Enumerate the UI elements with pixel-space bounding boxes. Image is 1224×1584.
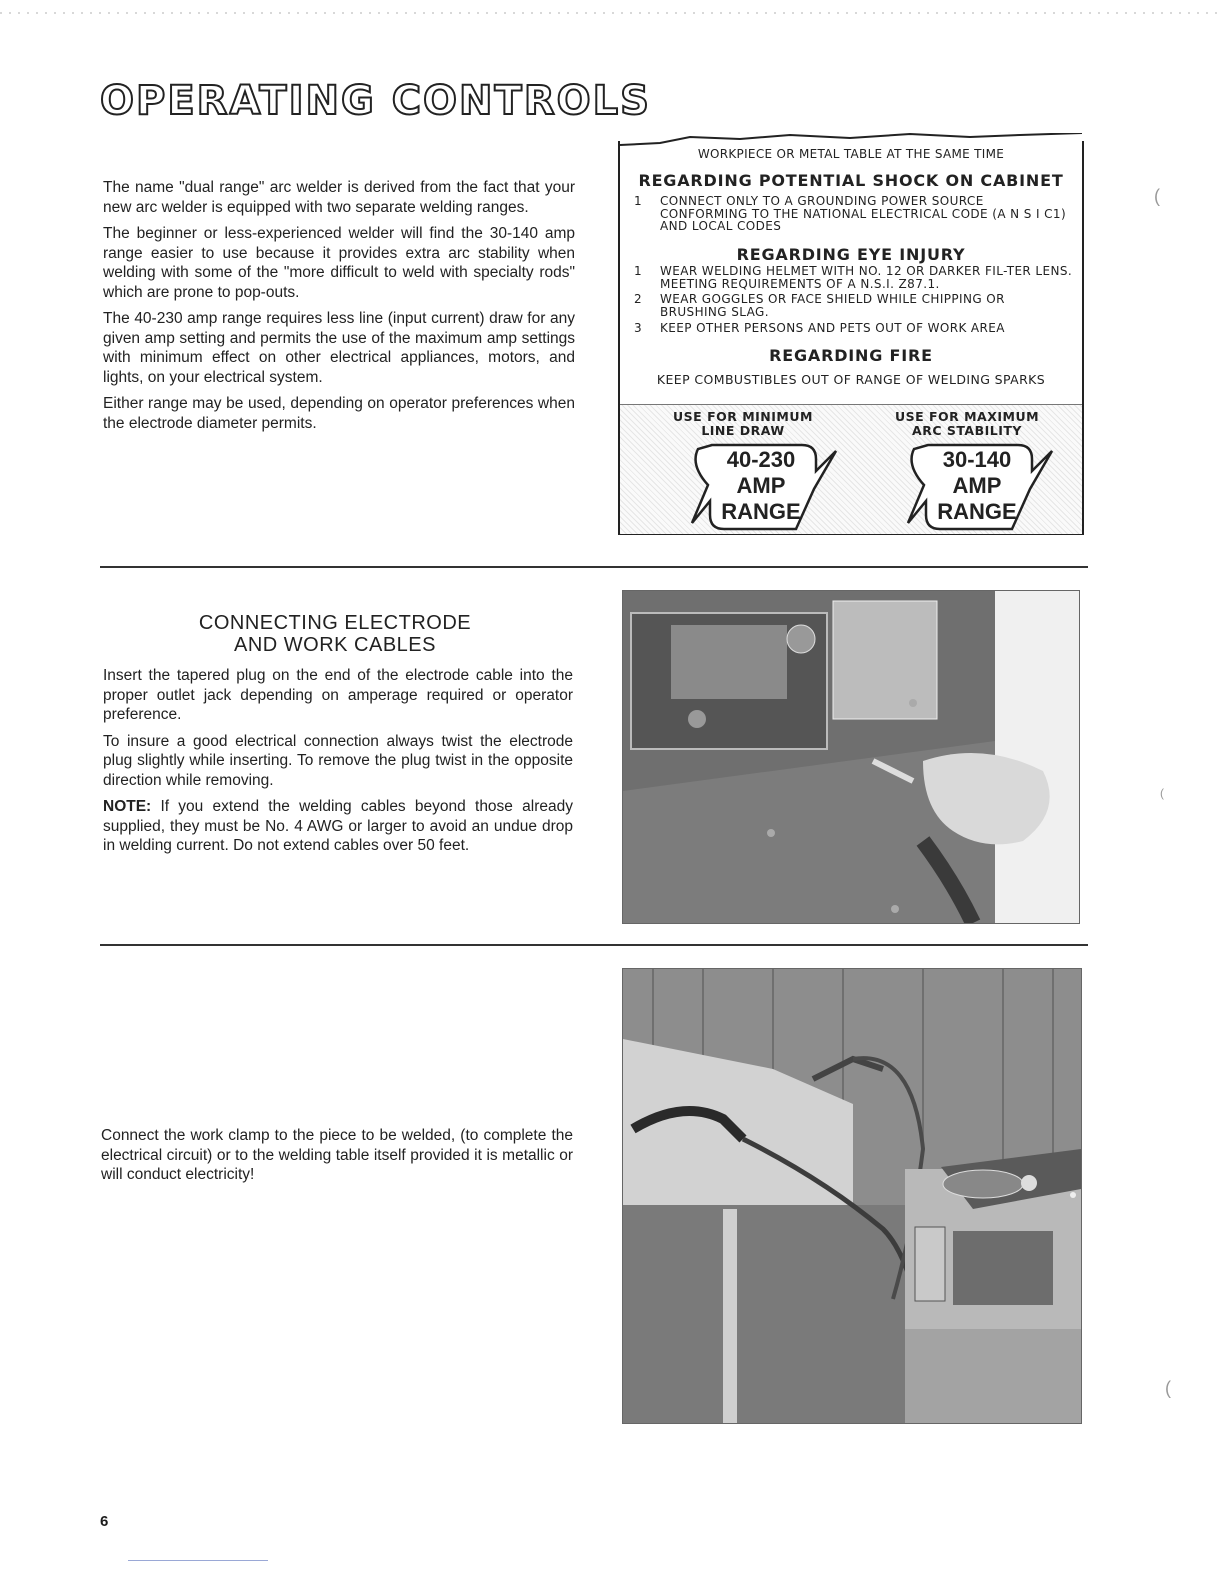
intro-text [103,178,575,440]
page-title: OPERATING CONTROLS [100,78,651,124]
fire-heading: REGARDING FIRE [769,346,933,365]
torn-label-edge [620,133,1082,147]
eye-item [634,322,1074,335]
item-number: 3 [634,321,643,335]
right-amp-range [918,447,1036,525]
heading-line: AND WORK CABLES [234,634,436,656]
page-number: 6 [100,1513,109,1530]
intro-paragraph: The name "dual range" arc welder is derived from the fact that your new arc welder is equipped with two separate welding ranges. [103,179,575,216]
item-text: WEAR WELDING HELMET WITH NO. 12 OR DARKER FIL-TER LENS. MEETING REQUIREMENTS OF A N.S.I. Z87.1. [660,264,1073,291]
eye-item [634,265,1074,290]
item-number: 1 [634,264,643,278]
note-label: NOTE: [103,798,152,815]
min-line-draw-label: USE FOR MINIMUM LINE DRAW [673,409,813,438]
warning-label-panel [618,141,1084,535]
item-number: 2 [634,292,643,306]
footer-line [128,1560,268,1561]
shock-item [634,195,1074,233]
eye-heading: REGARDING EYE INJURY [736,245,966,264]
section-divider [100,944,1088,946]
scan-margin-mark: ( [1154,186,1160,206]
range-word: RANGE [721,499,801,524]
note-text: If you extend the welding cables beyond those already supplied, they must be No. 4 AWG or larger to avoid an undue drop in welding current. Do not extend cables over 50 feet. [103,798,573,854]
connecting-text [103,666,573,863]
connecting-paragraph: To insure a good electrical connection always twist the electrode plug slightly while inserting. To remove the plug twist in the opposite direction while removing. [103,732,573,789]
clamp-text [101,1126,573,1192]
section-divider [100,566,1088,568]
shock-heading: REGARDING POTENTIAL SHOCK ON CABINET [638,171,1064,190]
range-value: 30-140 [942,447,1012,472]
left-amp-range [702,447,820,525]
item-text: WEAR GOGGLES OR FACE SHIELD WHILE CHIPPING OR BRUSHING SLAG. [660,292,1005,319]
clamp-paragraph: Connect the work clamp to the piece to be welded, (to complete the electrical circuit) or to the welding table itself provided it is metallic or will conduct electricity! [101,1127,573,1183]
intro-paragraph: The beginner or less-experienced welder will find the 30-140 amp range easier to use because it provides extra arc stability when welding with some of the "more difficult to weld with specialty rods" which are prone to pop-outs. [103,225,575,301]
amp-range-labels [620,404,1082,534]
plug-insertion-photo [622,590,1080,924]
max-arc-stability-label: USE FOR MAXIMUM ARC STABILITY [894,409,1040,438]
scan-margin-mark: ( [1160,786,1164,800]
range-unit: AMP [952,473,1002,498]
range-value: 40-230 [726,447,796,472]
work-clamp-photo [622,968,1082,1424]
fire-text: KEEP COMBUSTIBLES OUT OF RANGE OF WELDING SPARKS [656,372,1046,387]
range-unit: AMP [736,473,786,498]
scan-artifact-dots [0,12,1224,14]
note-paragraph [103,797,573,856]
item-text: KEEP OTHER PERSONS AND PETS OUT OF WORK AREA [660,321,1005,335]
heading-line: CONNECTING ELECTRODE [198,612,472,634]
scan-margin-mark: ( [1165,1378,1171,1398]
item-number: 1 [634,194,643,208]
intro-paragraph: Either range may be used, depending on operator preferences when the electrode diameter permits. [103,395,575,432]
intro-paragraph: The 40-230 amp range requires less line (input current) draw for any given amp setting and permits the use of the maximum amp settings with minimum effect on other electrical appliances, motors, and lights, on your electrical system. [103,310,575,386]
eye-item [634,293,1074,318]
range-word: RANGE [937,499,1017,524]
connecting-heading [150,612,520,656]
connecting-paragraph: Insert the tapered plug on the end of the electrode cable into the proper outlet jack depending on amperage required or operator preference. [103,667,573,723]
warning-top-line: WORKPIECE OR METAL TABLE AT THE SAME TIME [697,147,1005,161]
item-text: CONNECT ONLY TO A GROUNDING POWER SOURCE CONFORMING TO THE NATIONAL ELECTRICAL CODE (A N S I C1) AND LOCAL CODES [660,194,1067,233]
